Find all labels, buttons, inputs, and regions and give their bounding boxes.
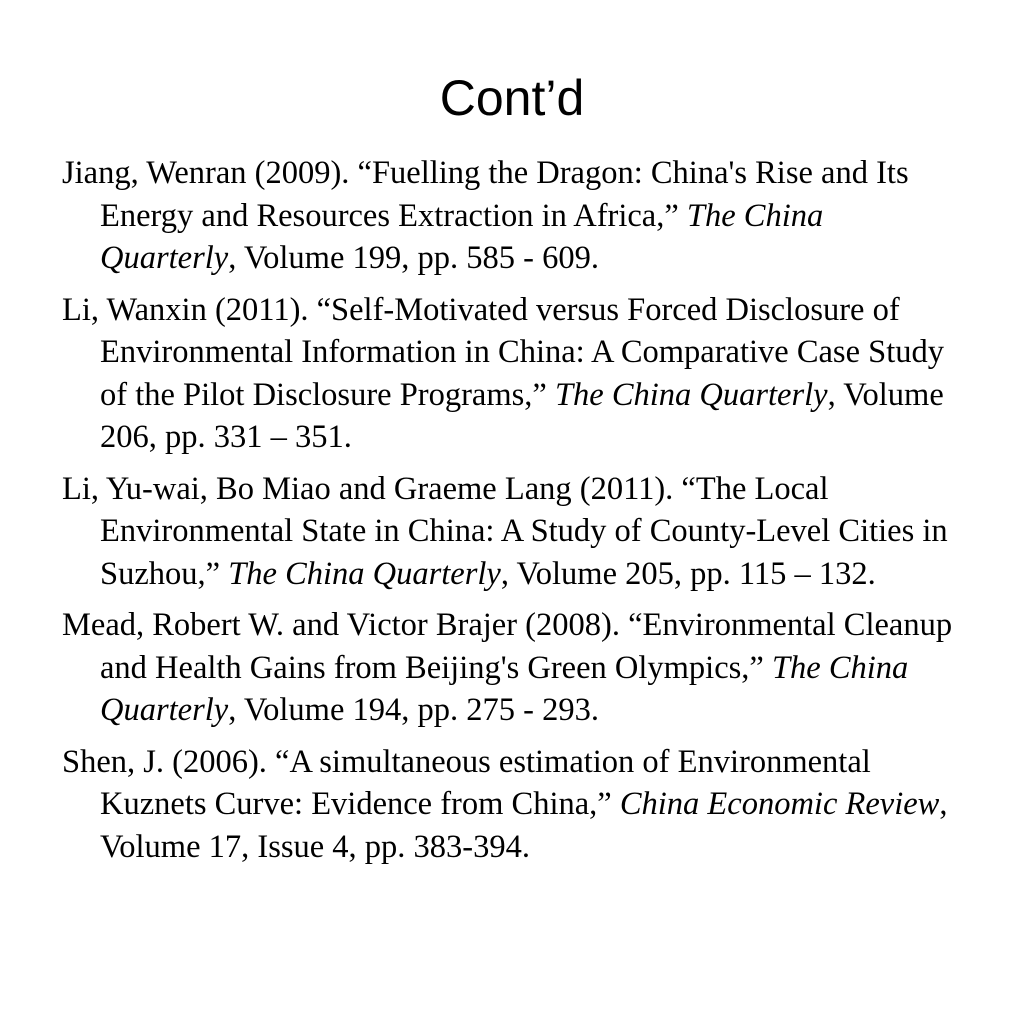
journal-title: China Economic Review (619, 786, 940, 822)
reference-text: Jiang, Wenran (2009). “Fuelling the Dragon: China's Rise and Its Energy and Resources Extraction in Africa,” (62, 155, 909, 234)
reference-item (62, 152, 962, 280)
reference-text: Li, Yu-wai, Bo Miao and Graeme Lang (2011). “The Local Environmental State in China: A Study of County-Level Cities in Suzhou,” (62, 470, 948, 592)
reference-item (62, 468, 962, 596)
reference-details: , Volume 199, pp. 585 - 609. (228, 240, 599, 276)
reference-text: Li, Wanxin (2011). “Self-Motivated versus Forced Disclosure of Environmental Information in China: A Comparative Case Study of the Pilot Disclosure Programs,” (62, 291, 944, 413)
reference-item (62, 289, 962, 459)
journal-title: The China Quarterly (100, 649, 909, 728)
journal-title: The China Quarterly (100, 197, 824, 276)
journal-title: The China Quarterly (554, 376, 828, 413)
reference-details: , Volume 194, pp. 275 - 293. (228, 692, 599, 728)
reference-text: Mead, Robert W. and Victor Brajer (2008). “Environmental Cleanup and Health Gains from Beijing's Green Olympics,” (62, 607, 953, 686)
reference-text: Shen, J. (2006). “A simultaneous estimation of Environmental Kuznets Curve: Evidence from China,” (62, 743, 871, 822)
reference-item (62, 604, 962, 732)
reference-list (62, 152, 962, 877)
reference-details: , Volume 205, pp. 115 – 132. (500, 555, 876, 592)
slide-title: Cont’d (439, 70, 585, 126)
reference-details: , Volume 17, Issue 4, pp. 383-394. (100, 786, 948, 865)
reference-item (62, 741, 962, 869)
journal-title: The China Quarterly (228, 555, 501, 592)
reference-details: , Volume 206, pp. 331 – 351. (100, 376, 944, 455)
